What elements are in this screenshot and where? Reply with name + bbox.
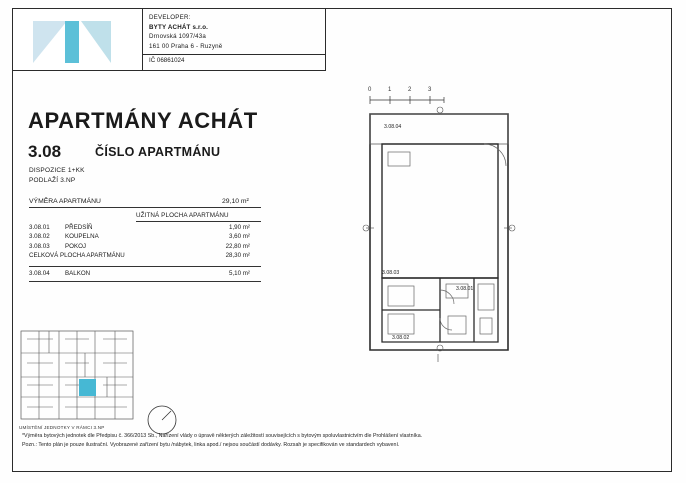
unit-number-label: ČÍSLO APARTMÁNU [95, 145, 221, 159]
keyplan-caption: UMÍSTĚNÍ JEDNOTKY V RÁMCI 3.NP [19, 425, 105, 430]
balcony-code-label: 3.08.04 [384, 124, 402, 130]
unit-layout: DISPOZICE 1+KK [29, 167, 85, 174]
footer-line-1: *Výměra bytových jednotek dle Předpisu č. 366/2013 Sb., Nařízení vlády o úpravě některých záležitostí souvisejících s bytovým spoluvlastnictvím dle Prohlášení vlastníka. [22, 433, 423, 439]
room-code: 3.08.01 [29, 224, 50, 231]
unit-number: 3.08 [28, 142, 62, 161]
balcony-code: 3.08.04 [29, 270, 50, 277]
area-divider-4 [29, 281, 261, 282]
area-divider-3 [29, 266, 261, 267]
living-room-walls [382, 144, 498, 278]
furniture [388, 152, 494, 334]
scale-tick-labels [368, 87, 432, 93]
total-area-value: 29,10 m² [222, 198, 249, 205]
company-logo [13, 9, 143, 71]
floorplan-svg [352, 78, 542, 368]
bathroom-code-label: 3.08.02 [392, 335, 410, 341]
svg-text:0: 0 [368, 87, 372, 93]
svg-text:3: 3 [428, 87, 432, 93]
usable-area-header: UŽITNÁ PLOCHA APARTMÁNU [136, 212, 229, 219]
room-name: POKOJ [65, 242, 86, 250]
footer-line-2: Pozn.: Tento plán je pouze ilustrační. Vyobrazené zařízení bytu /nábytek, linka apod./ nejsou součástí dodávky. Rozsah je specifikován ve standardech vybavení. [22, 442, 400, 448]
svg-text:1: 1 [388, 87, 392, 93]
balcony-name: BALKON [65, 270, 91, 277]
table-row [29, 233, 261, 242]
table-row [29, 224, 261, 233]
room-code: 3.08.03 [29, 242, 50, 250]
svg-text:2: 2 [408, 87, 412, 93]
room-name: PŘEDSÍŇ [65, 224, 93, 231]
logo-shape-right-icon [81, 21, 111, 63]
unit-floor: PODLAŽÍ 3.NP [29, 177, 76, 184]
floorplan-drawing [352, 78, 542, 368]
living-room-code-label: 3.08.03 [382, 270, 400, 276]
scale-bar [370, 96, 444, 104]
apartment-outline [370, 114, 508, 350]
door-swings [440, 144, 506, 330]
developer-label: DEVELOPER: [149, 14, 191, 21]
footer-notes [22, 432, 662, 450]
developer-street: Drnovská 1097/43a [149, 33, 207, 40]
balcony-area: 5,10 m² [229, 270, 250, 277]
room-name: KOUPELNA [65, 233, 99, 241]
room-code: 3.08.02 [29, 233, 50, 241]
keyplan-highlight [79, 379, 96, 396]
area-divider-1 [29, 207, 261, 208]
room-area: 1,90 m² [229, 224, 250, 231]
balcony-row [29, 270, 261, 280]
page-title: APARTMÁNY ACHÁT [28, 108, 258, 133]
developer-ico: IČ 06861024 [149, 57, 185, 64]
total-area-label: VÝMĚRA APARTMÁNU [29, 198, 101, 205]
room-area: 22,80 m² [225, 242, 250, 250]
table-row [29, 270, 261, 279]
room-code-labels [382, 124, 473, 341]
logo-shape-left-icon [33, 21, 67, 63]
keyplan-diagram [19, 327, 139, 423]
table-row [29, 243, 261, 252]
keyplan-svg [19, 327, 139, 423]
area-divider-2 [136, 221, 261, 222]
room-area-table [29, 224, 261, 262]
logo-shape-middle-icon [65, 21, 79, 63]
developer-city: 161 00 Praha 6 - Ruzyně [149, 42, 223, 50]
table-row-total [29, 252, 261, 261]
total-usable-value: 28,30 m² [225, 252, 250, 260]
room-area: 3,60 m² [229, 233, 250, 241]
total-usable-label: CELKOVÁ PLOCHA APARTMÁNU [29, 252, 125, 260]
developer-company: BYTY ACHÁT s.r.o. [149, 23, 209, 31]
developer-divider [143, 54, 326, 55]
hall-code-label: 3.08.01 [456, 286, 474, 292]
